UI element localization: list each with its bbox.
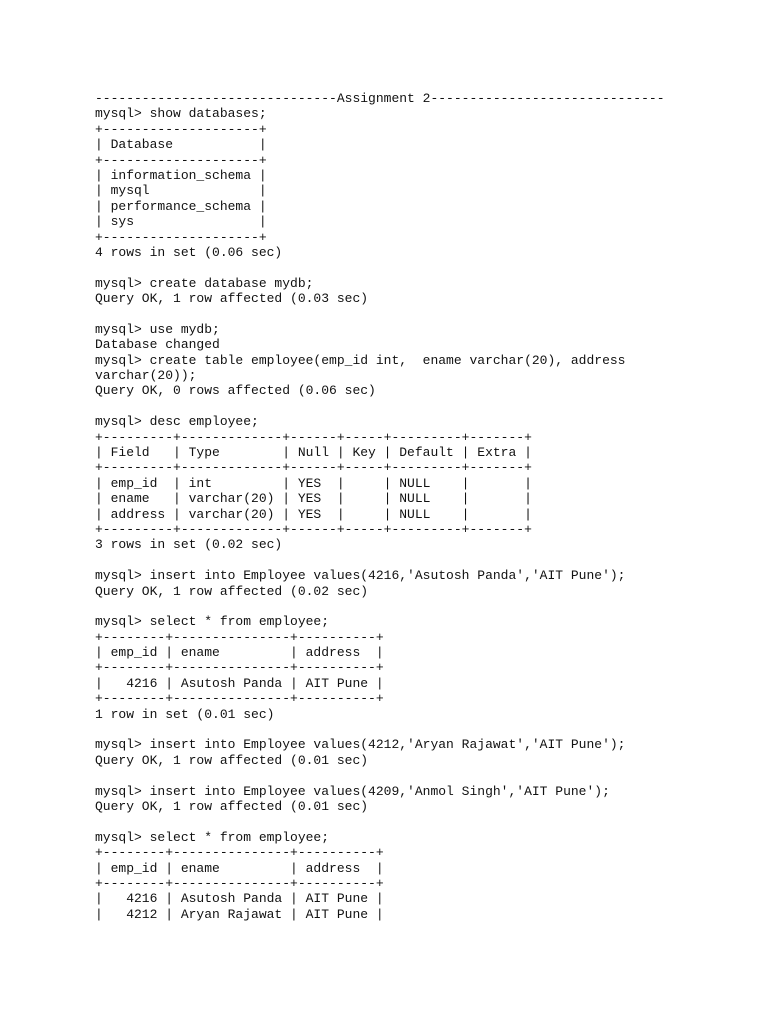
command-line: mysql> select * from employee;: [95, 829, 330, 845]
result-line: Query OK, 0 rows affected (0.06 sec): [95, 383, 376, 399]
table-header-line: | emp_id | ename | address |: [95, 645, 384, 661]
table-header-line: | Field | Type | Null | Key | Default | Extra |: [95, 444, 532, 460]
command-line: mysql> use mydb;: [95, 321, 220, 337]
command-continuation-line: varchar(20));: [95, 368, 197, 384]
blank-line: [95, 599, 755, 614]
table-row-line: | performance_schema |: [95, 198, 267, 214]
command-line: mysql> insert into Employee values(4209,'Anmol Singh','AIT Pune');: [95, 783, 610, 799]
result-line: Query OK, 1 row affected (0.01 sec): [95, 752, 369, 768]
command-line: mysql> create database mydb;: [95, 275, 314, 291]
result-line: Query OK, 1 row affected (0.01 sec): [95, 798, 369, 814]
command-line: mysql> create table employee(emp_id int, ename varchar(20), address: [95, 352, 626, 368]
table-row-line: | address | varchar(20) | YES | | NULL | |: [95, 506, 532, 522]
table-border-line: +--------------------+: [95, 152, 267, 168]
table-border-line: +--------+---------------+----------+: [95, 629, 384, 645]
table-border-line: +---------+-------------+------+-----+---------+-------+: [95, 460, 532, 476]
table-row-line: | 4216 | Asutosh Panda | AIT Pune |: [95, 891, 384, 907]
result-line: Query OK, 1 row affected (0.02 sec): [95, 583, 369, 599]
table-border-line: +---------+-------------+------+-----+---------+-------+: [95, 429, 532, 445]
blank-line: [95, 814, 755, 829]
table-row-line: | sys |: [95, 214, 267, 230]
command-line: mysql> insert into Employee values(4216,'Asutosh Panda','AIT Pune');: [95, 568, 626, 584]
blank-line: [95, 306, 755, 321]
result-line: 4 rows in set (0.06 sec): [95, 244, 283, 260]
table-header-line: | emp_id | ename | address |: [95, 860, 384, 876]
blank-line: [95, 553, 755, 568]
command-line: mysql> desc employee;: [95, 414, 259, 430]
result-line: 1 row in set (0.01 sec): [95, 706, 275, 722]
table-border-line: +--------+---------------+----------+: [95, 660, 384, 676]
assignment-title-line: -------------------------------Assignment 2------------------------------: [95, 91, 665, 106]
blank-line: [95, 399, 755, 414]
result-line: Query OK, 1 row affected (0.03 sec): [95, 291, 369, 307]
command-line: mysql> select * from employee;: [95, 614, 330, 630]
blank-line: [95, 768, 755, 783]
blank-line: [95, 260, 755, 275]
table-row-line: | 4212 | Aryan Rajawat | AIT Pune |: [95, 906, 384, 922]
table-row-line: | 4216 | Asutosh Panda | AIT Pune |: [95, 675, 384, 691]
table-border-line: +--------+---------------+----------+: [95, 845, 384, 861]
table-border-line: +--------+---------------+----------+: [95, 691, 384, 707]
command-line: mysql> show databases;: [95, 106, 267, 122]
table-row-line: | information_schema |: [95, 167, 267, 183]
result-line: Database changed: [95, 337, 220, 353]
table-row-line: | emp_id | int | YES | | NULL | |: [95, 475, 532, 491]
table-border-line: +--------------------+: [95, 229, 267, 245]
table-border-line: +--------------------+: [95, 121, 267, 137]
table-border-line: +--------+---------------+----------+: [95, 875, 384, 891]
document-page: [95, 91, 755, 922]
table-row-line: | mysql |: [95, 183, 267, 199]
command-line: mysql> insert into Employee values(4212,'Aryan Rajawat','AIT Pune');: [95, 737, 626, 753]
table-border-line: +---------+-------------+------+-----+---------+-------+: [95, 521, 532, 537]
result-line: 3 rows in set (0.02 sec): [95, 537, 283, 553]
table-header-line: | Database |: [95, 137, 267, 153]
table-row-line: | ename | varchar(20) | YES | | NULL | |: [95, 491, 532, 507]
blank-line: [95, 722, 755, 737]
